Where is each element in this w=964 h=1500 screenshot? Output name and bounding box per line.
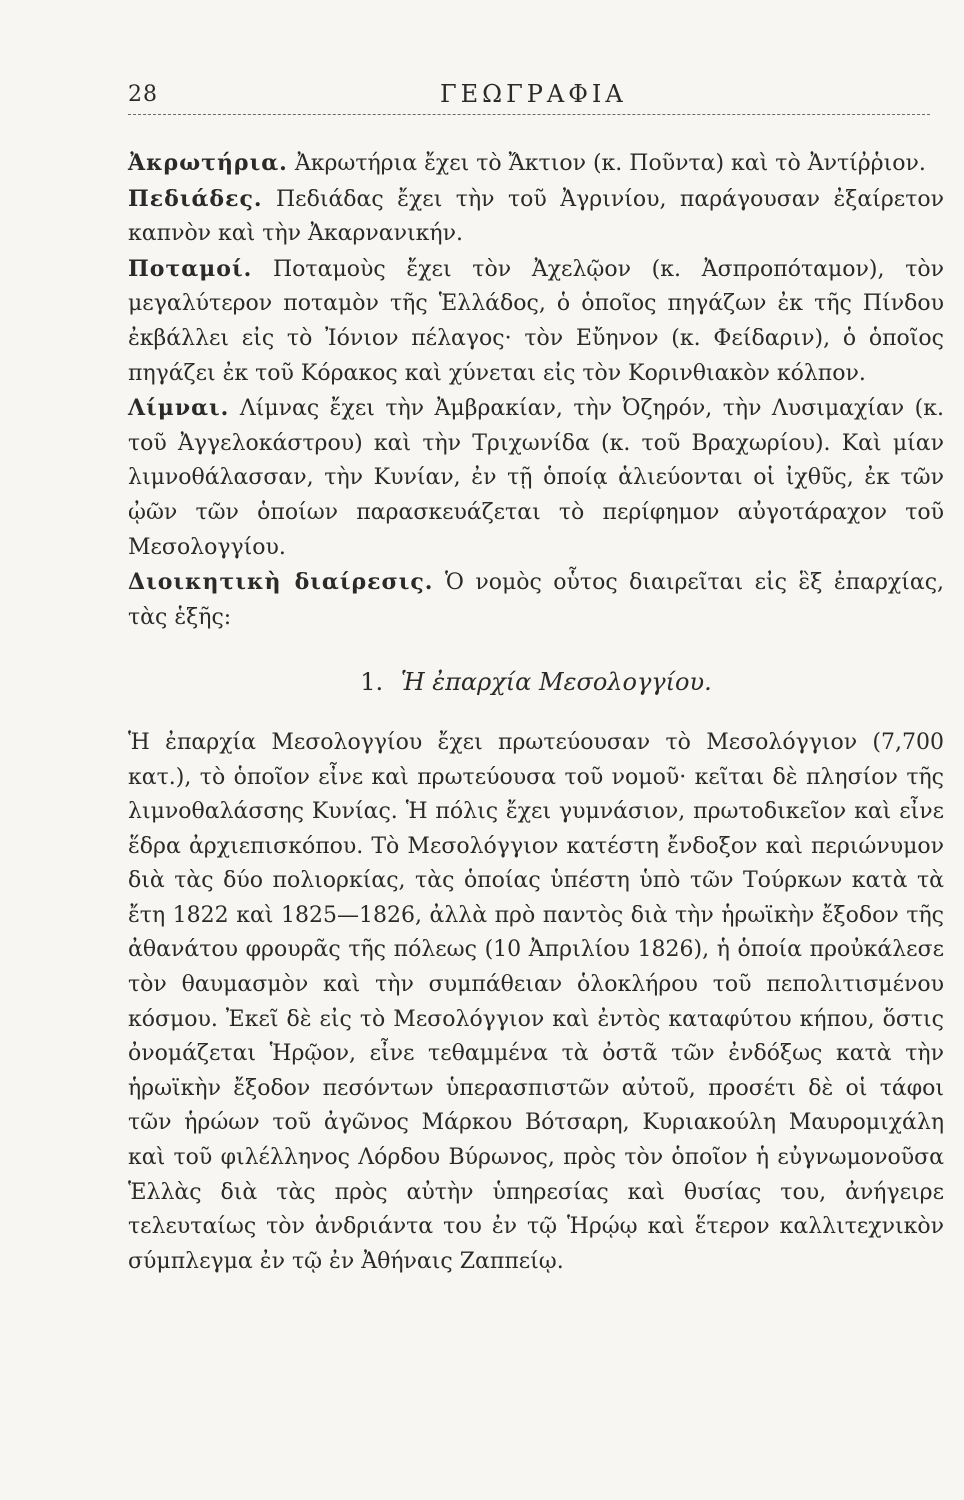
header-rule: [128, 114, 930, 115]
page-body: [128, 146, 944, 1279]
section-number: 1.: [360, 668, 384, 697]
section-heading: [128, 665, 944, 700]
section-title: Ἡ ἐπαρχία Μεσολογγίου.: [400, 668, 712, 697]
paragraph-lakes: [128, 391, 944, 565]
page-header: [128, 0, 944, 118]
paragraph-capes: [128, 146, 944, 182]
running-title: ΓΕΩΓΡΑΦΙΑ: [440, 80, 627, 108]
paragraph-plains: [128, 182, 944, 252]
paragraph-text: Πεδιάδας ἔχει τὴν τοῦ Ἀγρινίου, παράγουσαν ἐξαίρετον καπνὸν καὶ τὴν Ἀκαρνανικήν.: [128, 186, 944, 247]
page-number: 28: [128, 82, 158, 107]
paragraph-lead: Λίμναι.: [128, 395, 230, 422]
paragraph-lead: Διοικητικὴ διαίρεσις.: [128, 569, 434, 596]
paragraph-text: Λίμνας ἔχει τὴν Ἀμβρακίαν, τὴν Ὀζηρόν, τὴν Λυσιμαχίαν (κ. τοῦ Ἀγγελοκάστρου) καὶ τὴν Τριχωνίδα (κ. τοῦ Βραχωρίου). Καὶ μίαν λιμνοθάλασσαν, τὴν Κυνίαν, ἐν τῇ ὁποίᾳ ἁλιεύονται οἱ ἰχθῦς, ἐκ τῶν ᾠῶν τῶν ὁποίων παρασκευάζεται τὸ περίφημον αὐγοτάραχον τοῦ Μεσολογγίου.: [128, 396, 944, 560]
paragraph-text: Ποταμοὺς ἔχει τὸν Ἀχελῷον (κ. Ἀσπροπόταμον), τὸν μεγαλύτερον ποταμὸν τῆς Ἑλλάδος, ὁ ὁποῖος πηγάζων ἐκ τῆς Πίνδου ἐκβάλλει εἰς τὸ Ἰόνιον πέλαγος· τὸν Εὔηνον (κ. Φείδαριν), ὁ ὁποῖος πηγάζει ἐκ τοῦ Κόρακος καὶ χύνεται εἰς τὸν Κορινθιακὸν κόλπον.: [128, 256, 945, 386]
paragraph-administrative-division: [128, 565, 944, 635]
section-body-text: Ἡ ἐπαρχία Μεσολογγίου ἔχει πρωτεύουσαν τὸ Μεσολόγγιον (7,700 κατ.), τὸ ὁποῖον εἶνε καὶ πρωτεύουσα τοῦ νομοῦ· κεῖται δὲ πλησίον τῆς λιμνοθαλάσσης Κυνίας. Ἡ πόλις ἔχει γυμνάσιον, πρωτοδικεῖον καὶ εἶνε ἕδρα ἀρχιεπισκόπου. Τὸ Μεσολόγγιον κατέστη ἔνδοξον καὶ περιώνυμον διὰ τὰς δύο πολιορκίας, τὰς ὁποίας ὑπέστη ὑπὸ τῶν Τούρκων κατὰ τὰ ἔτη 1822 καὶ 1825—1826, ἀλλὰ πρὸ παντὸς διὰ τὴν ἡρωϊκὴν ἔξοδον τῆς ἀθανάτου φρουρᾶς τῆς πόλεως (10 Ἀπριλίου 1826), ἡ ὁποία προὐκάλεσε τὸν θαυμασμὸν καὶ τὴν συμπάθειαν ὁλοκλήρου τοῦ πεπολιτισμένου κόσμου. Ἐκεῖ δὲ εἰς τὸ Μεσολόγγιον καὶ ἐντὸς καταφύτου κήπου, ὅστις ὀνομάζεται Ἡρῷον, εἶνε τεθαμμένα τὰ ὀστᾶ τῶν ἐνδόξως κατὰ τὴν ἡρωϊκὴν ἔξοδον πεσόντων ὑπερασπιστῶν αὐτοῦ, προσέτι δὲ οἱ τάφοι τῶν ἡρώων τοῦ ἀγῶνος Μάρκου Βότσαρη, Κυριακούλη Μαυρομιχάλη καὶ τοῦ φιλέλληνος Λόρδου Βύρωνος, πρὸς τὸν ὁποῖον ἡ εὐγνωμονοῦσα Ἑλλὰς διὰ τὰς πρὸς αὐτὴν ὑπηρεσίας καὶ θυσίας του, ἀνήγειρε τελευταίως τὸν ἀνδριάντα του ἐν τῷ Ἡρῴῳ καὶ ἕτερον καλλιτεχνικὸν σύμπλεγμα ἐν τῷ ἐν Ἀθήναις Ζαππείῳ.: [128, 729, 944, 1274]
paragraph-lead: Ποταμοί.: [128, 255, 253, 282]
paragraph-text: Ἀκρωτήρια ἔχει τὸ Ἄκτιον (κ. Ποῦντα) καὶ τὸ Ἀντίῤῥιον.: [294, 151, 926, 176]
paragraph-rivers: [128, 252, 944, 391]
paragraph-lead: Πεδιάδες.: [128, 185, 263, 212]
paragraph-lead: Ἀκρωτήρια.: [128, 150, 288, 176]
paragraph-text: Ὁ νομὸς οὗτος διαιρεῖται εἰς ἓξ ἐπαρχίας, τὰς ἑξῆς:: [128, 570, 945, 630]
